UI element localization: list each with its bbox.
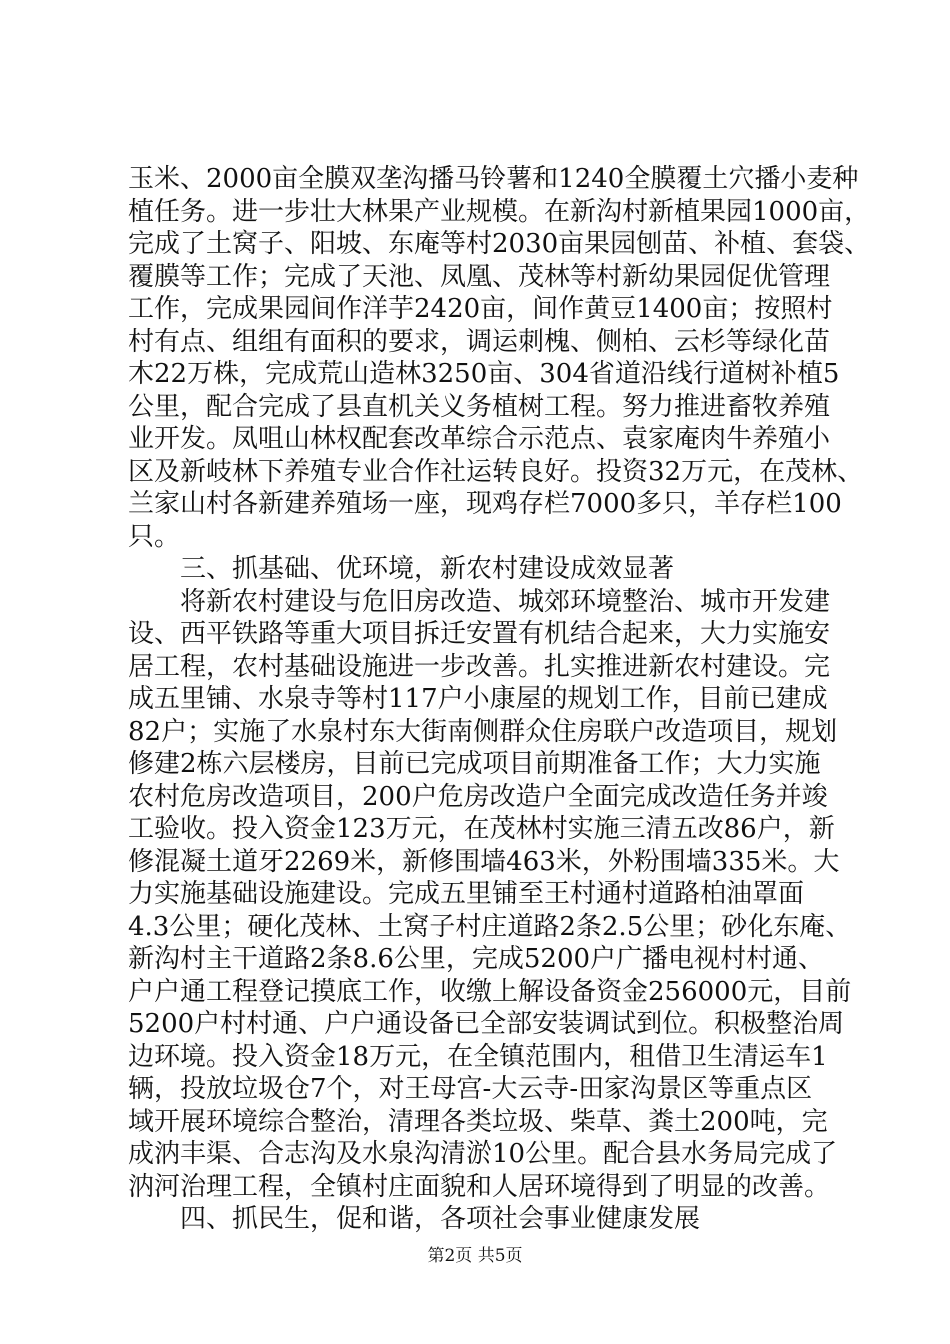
text-line: 力实施基础设施建设。完成五里铺至王村通村道路柏油罩面 [128, 879, 805, 909]
text-line: 辆，投放垃圾仓7个，对王母宫-大云寺-田家沟景区等重点区 [128, 1074, 813, 1104]
text-line: 公里，配合完成了县直机关义务植树工程。努力推进畜牧养殖 [128, 391, 831, 422]
text-line: 域开展环境综合整治，清理各类垃圾、柴草、粪土200吨，完 [128, 1106, 828, 1137]
text-line: 成汭丰渠、合志沟及水泉沟清淤10公里。配合县水务局完成了 [128, 1139, 838, 1169]
text-line: 区及新岐林下养殖专业合作社运转良好。投资32万元，在茂林、 [128, 456, 864, 487]
text-line: 只。 [128, 521, 181, 552]
text-line: 农村危房改造项目，200户危房改造户全面完成改造任务并竣 [128, 781, 828, 812]
text-line: 汭河治理工程，全镇村庄面貌和人居环境得到了明显的改善。 [128, 1171, 831, 1202]
text-line: 成五里铺、水泉寺等村117户小康屋的规划工作，目前已建成 [128, 684, 828, 714]
section-heading: 四、抓民生，促和谐，各项社会事业健康发展 [180, 1204, 701, 1234]
text-line: 4.3公里；硬化茂林、土窝子村庄道路2条2.5公里；砂化东庵、 [128, 911, 852, 942]
text-line: 业开发。凤咀山林权配套改革综合示范点、袁家庵肉牛养殖小 [128, 424, 831, 454]
text-line: 居工程，农村基础设施进一步改善。扎实推进新农村建设。完 [128, 651, 831, 682]
paragraph-first-line: 将新农村建设与危旧房改造、城郊环境整治、城市开发建 [180, 586, 831, 617]
text-line: 植任务。进一步壮大林果产业规模。在新沟村新植果园1000亩， [128, 196, 871, 227]
text-line: 工作，完成果园间作洋芋2420亩，间作黄豆1400亩；按照村 [128, 294, 833, 324]
text-line: 修建2栋六层楼房，目前已完成项目前期准备工作；大力实施 [128, 749, 821, 779]
text-line: 边环境。投入资金18万元，在全镇范围内，租借卫生清运车1 [128, 1041, 828, 1072]
text-line: 新沟村主干道路2条8.6公里，完成5200户广播电视村村通、 [128, 944, 825, 974]
text-line: 82户；实施了水泉村东大街南侧群众住房联户改造项目，规划 [128, 716, 838, 747]
text-line: 5200户村村通、户户通设备已全部安装调试到位。积极整治周 [128, 1009, 845, 1039]
section-heading: 三、抓基础、优环境，新农村建设成效显著 [180, 554, 675, 584]
text-line: 工验收。投入资金123万元，在茂林村实施三清五改86户，新 [128, 814, 835, 844]
text-line: 村有点、组组有面积的要求，调运刺槐、侧柏、云杉等绿化苗 [128, 326, 831, 357]
text-line: 木22万株，完成荒山造林3250亩、304省道沿线行道树补植5 [128, 359, 840, 389]
text-line: 完成了土窝子、阳坡、东庵等村2030亩果园刨苗、补植、套袋、 [128, 229, 871, 259]
text-line: 设、西平铁路等重大项目拆迁安置有机结合起来，大力实施安 [128, 619, 831, 649]
text-line: 覆膜等工作；完成了天池、凤凰、茂林等村新幼果园促优管理 [128, 261, 831, 292]
text-line: 玉米、2000亩全膜双垄沟播马铃薯和1240全膜覆土穴播小麦种 [128, 164, 859, 194]
text-line: 户户通工程登记摸底工作，收缴上解设备资金256000元，目前 [128, 976, 852, 1007]
text-line: 兰家山村各新建养殖场一座，现鸡存栏7000多只，羊存栏100 [128, 489, 842, 519]
text-line: 修混凝土道牙2269米，新修围墙463米，外粉围墙335米。大 [128, 846, 840, 877]
page-footer: 第2页 共5页 [427, 1246, 523, 1266]
document-body [128, 163, 871, 1236]
